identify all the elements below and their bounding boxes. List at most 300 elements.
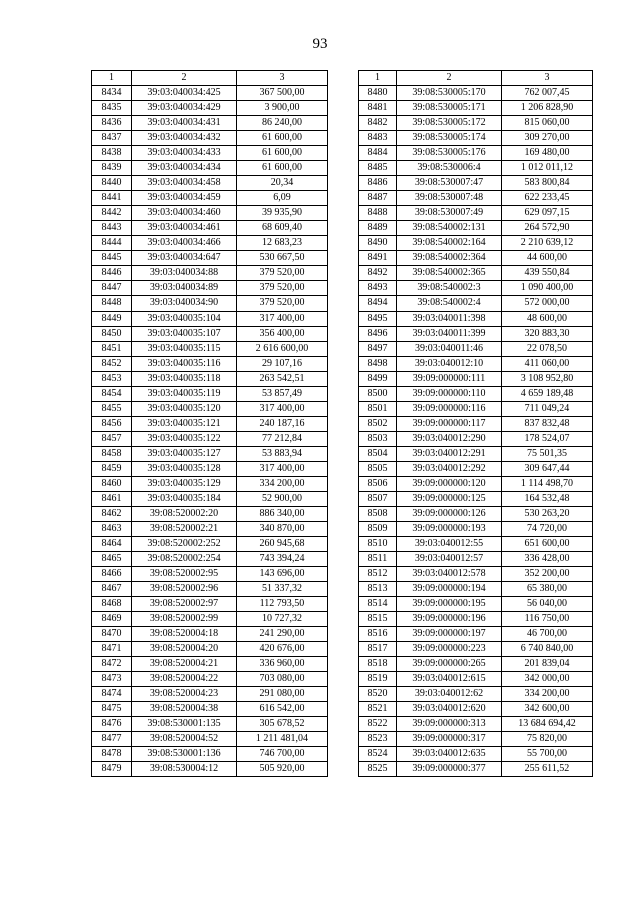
table-row (359, 597, 593, 612)
value-cell: 320 883,30 (502, 326, 593, 341)
value-cell: 334 200,00 (502, 687, 593, 702)
table-row (92, 762, 328, 777)
cadastral-number-cell: 39:08:530005:176 (397, 146, 502, 161)
cadastral-number-cell: 39:08:520004:23 (132, 687, 237, 702)
cadastral-number-cell: 39:03:040034:460 (132, 206, 237, 221)
value-cell: 837 832,48 (502, 416, 593, 431)
value-cell: 3 108 952,80 (502, 371, 593, 386)
row-number-cell: 8445 (92, 251, 132, 266)
value-cell: 55 700,00 (502, 747, 593, 762)
row-number-cell: 8469 (92, 612, 132, 627)
value-cell: 379 520,00 (237, 296, 328, 311)
table-row (92, 552, 328, 567)
table-row (359, 416, 593, 431)
table-row (92, 672, 328, 687)
table-row (359, 627, 593, 642)
table-row (92, 191, 328, 206)
cadastral-number-cell: 39:08:530005:171 (397, 101, 502, 116)
value-cell: 334 200,00 (237, 476, 328, 491)
row-number-cell: 8434 (92, 86, 132, 101)
value-cell: 74 720,00 (502, 521, 593, 536)
row-number-cell: 8495 (359, 311, 397, 326)
table-row (92, 221, 328, 236)
cadastral-number-cell: 39:08:520004:38 (132, 702, 237, 717)
table-row (92, 597, 328, 612)
value-cell: 629 097,15 (502, 206, 593, 221)
table-row (359, 612, 593, 627)
row-number-cell: 8443 (92, 221, 132, 236)
table-row (92, 146, 328, 161)
value-cell: 352 200,00 (502, 567, 593, 582)
row-number-cell: 8499 (359, 371, 397, 386)
cadastral-number-cell: 39:08:530007:48 (397, 191, 502, 206)
table-row (359, 521, 593, 536)
table-row (92, 236, 328, 251)
cadastral-number-cell: 39:03:040034:90 (132, 296, 237, 311)
left-table (91, 70, 328, 777)
row-number-cell: 8491 (359, 251, 397, 266)
table-row (359, 236, 593, 251)
cadastral-number-cell: 39:09:000000:110 (397, 386, 502, 401)
value-cell: 342 000,00 (502, 672, 593, 687)
table-row (92, 627, 328, 642)
row-number-cell: 8514 (359, 597, 397, 612)
header-cell-3: 3 (502, 71, 593, 86)
table-row (359, 296, 593, 311)
row-number-cell: 8481 (359, 101, 397, 116)
row-number-cell: 8480 (359, 86, 397, 101)
value-cell: 743 394,24 (237, 552, 328, 567)
value-cell: 762 007,45 (502, 86, 593, 101)
row-number-cell: 8452 (92, 356, 132, 371)
row-number-cell: 8446 (92, 266, 132, 281)
row-number-cell: 8460 (92, 476, 132, 491)
row-number-cell: 8504 (359, 446, 397, 461)
table-row (359, 281, 593, 296)
cadastral-number-cell: 39:09:000000:313 (397, 717, 502, 732)
table-row (359, 642, 593, 657)
header-cell-2: 2 (397, 71, 502, 86)
table-row (359, 266, 593, 281)
cadastral-number-cell: 39:03:040011:398 (397, 311, 502, 326)
value-cell: 1 090 400,00 (502, 281, 593, 296)
table-row (359, 747, 593, 762)
row-number-cell: 8435 (92, 101, 132, 116)
table-row (92, 86, 328, 101)
value-cell: 411 060,00 (502, 356, 593, 371)
cadastral-number-cell: 39:03:040012:55 (397, 536, 502, 551)
value-cell: 746 700,00 (237, 747, 328, 762)
value-cell: 44 600,00 (502, 251, 593, 266)
table-row (92, 642, 328, 657)
value-cell: 1 114 498,70 (502, 476, 593, 491)
row-number-cell: 8520 (359, 687, 397, 702)
row-number-cell: 8506 (359, 476, 397, 491)
cadastral-number-cell: 39:08:540002:3 (397, 281, 502, 296)
row-number-cell: 8501 (359, 401, 397, 416)
value-cell: 356 400,00 (237, 326, 328, 341)
value-cell: 39 935,90 (237, 206, 328, 221)
cadastral-number-cell: 39:08:530004:12 (132, 762, 237, 777)
cadastral-number-cell: 39:08:530001:135 (132, 717, 237, 732)
cadastral-number-cell: 39:08:520002:97 (132, 597, 237, 612)
value-cell: 342 600,00 (502, 702, 593, 717)
cadastral-number-cell: 39:08:530005:174 (397, 131, 502, 146)
right-table (358, 70, 593, 777)
table-row (92, 326, 328, 341)
table-row (359, 326, 593, 341)
row-number-cell: 8496 (359, 326, 397, 341)
cadastral-number-cell: 39:09:000000:120 (397, 476, 502, 491)
value-cell: 530 263,20 (502, 506, 593, 521)
row-number-cell: 8472 (92, 657, 132, 672)
cadastral-number-cell: 39:03:040035:116 (132, 356, 237, 371)
cadastral-number-cell: 39:03:040035:127 (132, 446, 237, 461)
value-cell: 291 080,00 (237, 687, 328, 702)
table-row (92, 491, 328, 506)
table-row (359, 536, 593, 551)
table-row (92, 251, 328, 266)
row-number-cell: 8450 (92, 326, 132, 341)
cadastral-number-cell: 39:03:040035:115 (132, 341, 237, 356)
row-number-cell: 8508 (359, 506, 397, 521)
table-row (92, 657, 328, 672)
row-number-cell: 8466 (92, 567, 132, 582)
row-number-cell: 8457 (92, 431, 132, 446)
header-cell-1: 1 (359, 71, 397, 86)
value-cell: 22 078,50 (502, 341, 593, 356)
table-row (92, 567, 328, 582)
value-cell: 61 600,00 (237, 146, 328, 161)
row-number-cell: 8490 (359, 236, 397, 251)
cadastral-number-cell: 39:08:530006:4 (397, 161, 502, 176)
row-number-cell: 8497 (359, 341, 397, 356)
table-row (359, 116, 593, 131)
cadastral-number-cell: 39:03:040034:429 (132, 101, 237, 116)
value-cell: 169 480,00 (502, 146, 593, 161)
row-number-cell: 8448 (92, 296, 132, 311)
table-row (92, 461, 328, 476)
cadastral-number-cell: 39:08:540002:364 (397, 251, 502, 266)
row-number-cell: 8465 (92, 552, 132, 567)
table-row (359, 341, 593, 356)
row-number-cell: 8436 (92, 116, 132, 131)
cadastral-number-cell: 39:03:040035:119 (132, 386, 237, 401)
cadastral-number-cell: 39:03:040034:433 (132, 146, 237, 161)
value-cell: 317 400,00 (237, 311, 328, 326)
row-number-cell: 8521 (359, 702, 397, 717)
cadastral-number-cell: 39:09:000000:317 (397, 732, 502, 747)
value-cell: 2 616 600,00 (237, 341, 328, 356)
value-cell: 10 727,32 (237, 612, 328, 627)
table-row (359, 491, 593, 506)
row-number-cell: 8489 (359, 221, 397, 236)
value-cell: 6,09 (237, 191, 328, 206)
cadastral-number-cell: 39:09:000000:223 (397, 642, 502, 657)
row-number-cell: 8442 (92, 206, 132, 221)
value-cell: 53 857,49 (237, 386, 328, 401)
table-row (359, 672, 593, 687)
table-row (359, 506, 593, 521)
row-number-cell: 8437 (92, 131, 132, 146)
row-number-cell: 8517 (359, 642, 397, 657)
value-cell: 340 870,00 (237, 521, 328, 536)
table-row (92, 281, 328, 296)
row-number-cell: 8505 (359, 461, 397, 476)
table-row (92, 702, 328, 717)
value-cell: 12 683,23 (237, 236, 328, 251)
row-number-cell: 8502 (359, 416, 397, 431)
table-row (92, 356, 328, 371)
row-number-cell: 8474 (92, 687, 132, 702)
table-row (359, 461, 593, 476)
value-cell: 6 740 840,00 (502, 642, 593, 657)
value-cell: 420 676,00 (237, 642, 328, 657)
table-row (359, 146, 593, 161)
cadastral-number-cell: 39:03:040035:107 (132, 326, 237, 341)
cadastral-number-cell: 39:08:540002:131 (397, 221, 502, 236)
cadastral-number-cell: 39:08:520004:52 (132, 732, 237, 747)
cadastral-number-cell: 39:03:040034:458 (132, 176, 237, 191)
cadastral-number-cell: 39:09:000000:197 (397, 627, 502, 642)
table-row (92, 612, 328, 627)
value-cell: 622 233,45 (502, 191, 593, 206)
value-cell: 51 337,32 (237, 582, 328, 597)
cadastral-number-cell: 39:03:040035:121 (132, 416, 237, 431)
table-row (92, 311, 328, 326)
value-cell: 4 659 189,48 (502, 386, 593, 401)
cadastral-number-cell: 39:09:000000:195 (397, 597, 502, 612)
cadastral-number-cell: 39:08:520002:20 (132, 506, 237, 521)
cadastral-number-cell: 39:08:520002:254 (132, 552, 237, 567)
table-row (359, 101, 593, 116)
value-cell: 61 600,00 (237, 131, 328, 146)
table-row (359, 206, 593, 221)
row-number-cell: 8513 (359, 582, 397, 597)
cadastral-number-cell: 39:08:530005:172 (397, 116, 502, 131)
cadastral-number-cell: 39:08:540002:365 (397, 266, 502, 281)
right-table-body (359, 86, 593, 777)
table-row (92, 401, 328, 416)
value-cell: 1 206 828,90 (502, 101, 593, 116)
value-cell: 317 400,00 (237, 461, 328, 476)
value-cell: 61 600,00 (237, 161, 328, 176)
row-number-cell: 8510 (359, 536, 397, 551)
row-number-cell: 8461 (92, 491, 132, 506)
value-cell: 178 524,07 (502, 431, 593, 446)
value-cell: 52 900,00 (237, 491, 328, 506)
table-row (359, 552, 593, 567)
table-row (359, 657, 593, 672)
row-number-cell: 8482 (359, 116, 397, 131)
cadastral-number-cell: 39:08:530001:136 (132, 747, 237, 762)
cadastral-number-cell: 39:08:540002:164 (397, 236, 502, 251)
table-row (359, 732, 593, 747)
header-cell-1: 1 (92, 71, 132, 86)
cadastral-number-cell: 39:03:040034:461 (132, 221, 237, 236)
table-row (92, 521, 328, 536)
value-cell: 309 647,44 (502, 461, 593, 476)
row-number-cell: 8441 (92, 191, 132, 206)
table-row (92, 101, 328, 116)
cadastral-number-cell: 39:03:040012:635 (397, 747, 502, 762)
cadastral-number-cell: 39:09:000000:117 (397, 416, 502, 431)
cadastral-number-cell: 39:03:040034:647 (132, 251, 237, 266)
value-cell: 703 080,00 (237, 672, 328, 687)
cadastral-number-cell: 39:03:040035:184 (132, 491, 237, 506)
cadastral-number-cell: 39:03:040034:88 (132, 266, 237, 281)
table-row (359, 191, 593, 206)
cadastral-number-cell: 39:03:040012:615 (397, 672, 502, 687)
table-row (359, 386, 593, 401)
table-row (92, 296, 328, 311)
table-row (92, 506, 328, 521)
value-cell: 336 428,00 (502, 552, 593, 567)
row-number-cell: 8468 (92, 597, 132, 612)
row-number-cell: 8456 (92, 416, 132, 431)
value-cell: 201 839,04 (502, 657, 593, 672)
value-cell: 317 400,00 (237, 401, 328, 416)
value-cell: 367 500,00 (237, 86, 328, 101)
table-row (92, 536, 328, 551)
header-cell-3: 3 (237, 71, 328, 86)
cadastral-number-cell: 39:09:000000:377 (397, 762, 502, 777)
left-table-body (92, 86, 328, 777)
cadastral-number-cell: 39:03:040035:122 (132, 431, 237, 446)
cadastral-number-cell: 39:08:520004:20 (132, 642, 237, 657)
cadastral-number-cell: 39:03:040034:459 (132, 191, 237, 206)
value-cell: 48 600,00 (502, 311, 593, 326)
row-number-cell: 8470 (92, 627, 132, 642)
cadastral-number-cell: 39:09:000000:126 (397, 506, 502, 521)
cadastral-number-cell: 39:03:040011:46 (397, 341, 502, 356)
table-row (92, 732, 328, 747)
table-row (359, 251, 593, 266)
value-cell: 616 542,00 (237, 702, 328, 717)
cadastral-number-cell: 39:03:040012:290 (397, 431, 502, 446)
table-row (92, 582, 328, 597)
row-number-cell: 8507 (359, 491, 397, 506)
row-number-cell: 8455 (92, 401, 132, 416)
row-number-cell: 8475 (92, 702, 132, 717)
row-number-cell: 8444 (92, 236, 132, 251)
row-number-cell: 8524 (359, 747, 397, 762)
table-row (359, 687, 593, 702)
table-row (92, 161, 328, 176)
value-cell: 711 049,24 (502, 401, 593, 416)
value-cell: 379 520,00 (237, 281, 328, 296)
value-cell: 68 609,40 (237, 221, 328, 236)
row-number-cell: 8440 (92, 176, 132, 191)
row-number-cell: 8471 (92, 642, 132, 657)
table-row (92, 266, 328, 281)
value-cell: 815 060,00 (502, 116, 593, 131)
row-number-cell: 8484 (359, 146, 397, 161)
row-number-cell: 8509 (359, 521, 397, 536)
value-cell: 13 684 694,42 (502, 717, 593, 732)
value-cell: 241 290,00 (237, 627, 328, 642)
value-cell: 29 107,16 (237, 356, 328, 371)
cadastral-number-cell: 39:03:040012:62 (397, 687, 502, 702)
row-number-cell: 8519 (359, 672, 397, 687)
cadastral-number-cell: 39:03:040035:129 (132, 476, 237, 491)
table-row (92, 687, 328, 702)
value-cell: 164 532,48 (502, 491, 593, 506)
cadastral-number-cell: 39:08:520004:21 (132, 657, 237, 672)
table-row (92, 431, 328, 446)
table-row (359, 161, 593, 176)
row-number-cell: 8512 (359, 567, 397, 582)
row-number-cell: 8463 (92, 521, 132, 536)
cadastral-number-cell: 39:09:000000:111 (397, 371, 502, 386)
value-cell: 439 550,84 (502, 266, 593, 281)
row-number-cell: 8449 (92, 311, 132, 326)
value-cell: 583 800,84 (502, 176, 593, 191)
cadastral-number-cell: 39:03:040034:425 (132, 86, 237, 101)
value-cell: 530 667,50 (237, 251, 328, 266)
row-number-cell: 8453 (92, 371, 132, 386)
row-number-cell: 8478 (92, 747, 132, 762)
value-cell: 1 211 481,04 (237, 732, 328, 747)
cadastral-number-cell: 39:03:040012:10 (397, 356, 502, 371)
row-number-cell: 8464 (92, 536, 132, 551)
value-cell: 65 380,00 (502, 582, 593, 597)
row-number-cell: 8511 (359, 552, 397, 567)
cadastral-number-cell: 39:08:520004:18 (132, 627, 237, 642)
row-number-cell: 8476 (92, 717, 132, 732)
table-row (92, 131, 328, 146)
page-number: 93 (312, 36, 328, 52)
cadastral-number-cell: 39:08:530007:49 (397, 206, 502, 221)
table-row (92, 206, 328, 221)
table-row (92, 416, 328, 431)
cadastral-number-cell: 39:03:040012:292 (397, 461, 502, 476)
value-cell: 264 572,90 (502, 221, 593, 236)
row-number-cell: 8494 (359, 296, 397, 311)
row-number-cell: 8467 (92, 582, 132, 597)
cadastral-number-cell: 39:03:040035:120 (132, 401, 237, 416)
cadastral-number-cell: 39:03:040012:620 (397, 702, 502, 717)
table-row (359, 86, 593, 101)
cadastral-number-cell: 39:03:040034:466 (132, 236, 237, 251)
cadastral-number-cell: 39:08:520002:95 (132, 567, 237, 582)
cadastral-number-cell: 39:03:040035:104 (132, 311, 237, 326)
table-row (359, 131, 593, 146)
table-row (359, 431, 593, 446)
row-number-cell: 8493 (359, 281, 397, 296)
value-cell: 263 542,51 (237, 371, 328, 386)
table-row (359, 311, 593, 326)
table-row (359, 371, 593, 386)
table-row (92, 446, 328, 461)
table-row (359, 567, 593, 582)
row-number-cell: 8439 (92, 161, 132, 176)
header-row (92, 71, 328, 86)
value-cell: 379 520,00 (237, 266, 328, 281)
value-cell: 1 012 011,12 (502, 161, 593, 176)
cadastral-number-cell: 39:08:520002:96 (132, 582, 237, 597)
row-number-cell: 8523 (359, 732, 397, 747)
row-number-cell: 8525 (359, 762, 397, 777)
table-row (92, 717, 328, 732)
value-cell: 86 240,00 (237, 116, 328, 131)
row-number-cell: 8458 (92, 446, 132, 461)
cadastral-number-cell: 39:09:000000:193 (397, 521, 502, 536)
table-row (92, 386, 328, 401)
value-cell: 20,34 (237, 176, 328, 191)
header-cell-2: 2 (132, 71, 237, 86)
row-number-cell: 8500 (359, 386, 397, 401)
